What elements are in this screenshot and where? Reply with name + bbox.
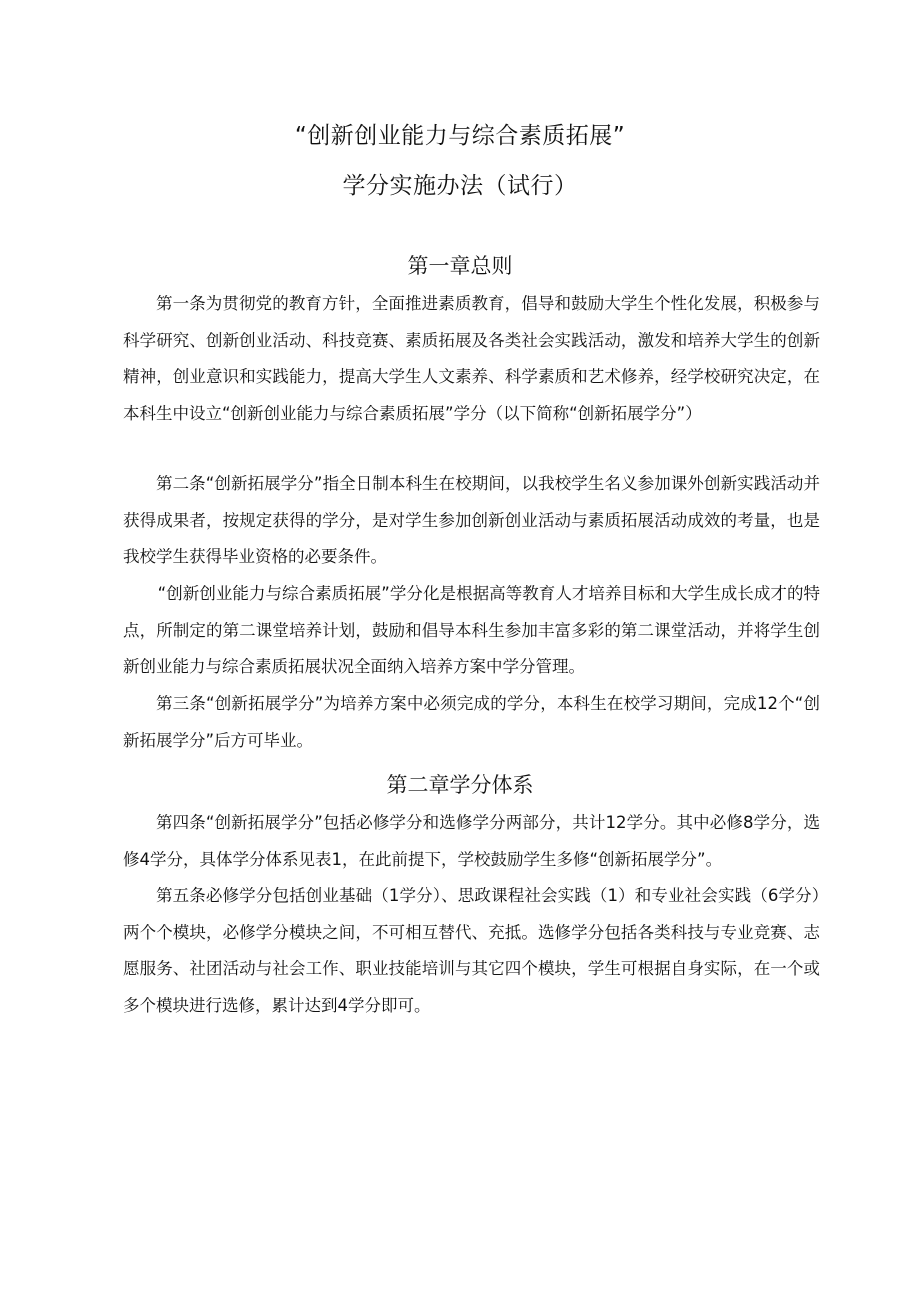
article-3-paragraph: 第三条“创新拓展学分”为培养方案中必须完成的学分，本科生在校学习期间，完成12个“创新拓展学分”后方可毕业。 (123, 694, 820, 750)
article-5-paragraph: 第五条必修学分包括创业基础（1学分）、思政课程社会实践（1）和专业社会实践（6学分）两个个模块，必修学分模块之间，不可相互替代、充抵。选修学分包括各类科技与专业竞赛、志愿服务、社团活动与社会工作、职业技能培训与其它四个模块，学生可根据自身实际，在一个或多个模块进行选修，累计达到4学分即可。 (123, 886, 820, 1015)
document-title-line1: “创新创业能力与综合素质拓展” (294, 123, 626, 149)
article-4-paragraph: 第四条“创新拓展学分”包括必修学分和选修学分两部分，共计12学分。其中必修8学分，选修4学分，具体学分体系见表1，在此前提下，学校鼓励学生多修“创新拓展学分”。 (123, 813, 820, 869)
document-title-line2: 学分实施办法（试行） (342, 173, 578, 199)
article-1-paragraph: 第一条为贯彻党的教育方针，全面推进素质教育，倡导和鼓励大学生个性化发展，积极参与科学研究、创新创业活动、科技竞赛、素质拓展及各类社会实践活动，激发和培养大学生的创新精神，创业意识和实践能力，提高大学生人文素养、科学素质和艺术修养，经学校研究决定，在本科生中设立“创新创业能力与综合素质拓展”学分（以下简称“创新拓展学分”） (123, 294, 820, 423)
chapter1-heading: 第一章总则 (407, 254, 513, 278)
article-2-supplement-paragraph: “创新创业能力与综合素质拓展”学分化是根据高等教育人才培养目标和大学生成长成才的特点，所制定的第二课堂培养计划，鼓励和倡导本科生参加丰富多彩的第二课堂活动，并将学生创新创业能力与综合素质拓展状况全面纳入培养方案中学分管理。 (123, 584, 820, 676)
chapter2-heading: 第二章学分体系 (386, 773, 534, 797)
article-2-paragraph: 第二条“创新拓展学分”指全日制本科生在校期间，以我校学生名义参加课外创新实践活动并获得成果者，按规定获得的学分，是对学生参加创新创业活动与素质拓展活动成效的考量，也是我校学生获得毕业资格的必要条件。 (123, 474, 820, 566)
